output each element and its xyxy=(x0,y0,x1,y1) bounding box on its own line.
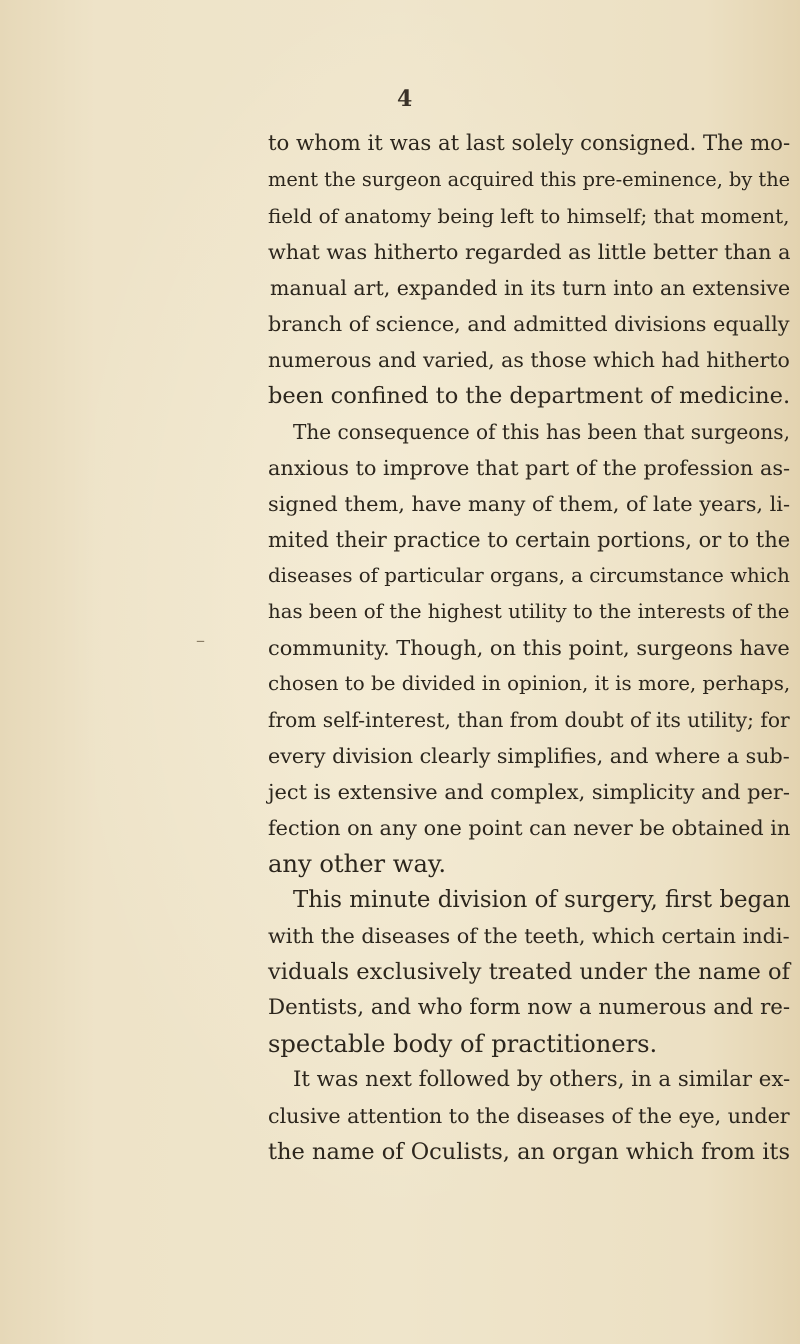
text-line: been confined to the department of medicine. xyxy=(268,383,791,409)
paragraph-start-line: The consequence of this has been that surgeons, xyxy=(293,420,790,444)
text-line: fection on any one point can never be obtained in xyxy=(268,816,791,840)
text-line: spectable body of practitioners. xyxy=(268,1030,658,1058)
text-line: with the diseases of the teeth, which certain indi- xyxy=(268,924,790,948)
text-line: signed them, have many of them, of late years, li- xyxy=(268,492,790,516)
text-line: ment the surgeon acquired this pre-eminence, by the xyxy=(268,168,791,191)
text-line: viduals exclusively treated under the name of xyxy=(268,959,790,985)
paragraph-start-line: It was next followed by others, in a similar ex- xyxy=(293,1067,791,1092)
text-line: chosen to be divided in opinion, it is more, perhaps, xyxy=(268,672,791,695)
text-line: to whom it was at last solely consigned. The mo- xyxy=(268,131,791,156)
text-line: field of anatomy being left to himself; that moment, xyxy=(268,204,790,228)
text-line: numerous and varied, as those which had hitherto xyxy=(268,348,790,372)
text-line: manual art, expanded in its turn into an extensive xyxy=(270,276,791,300)
text-line: anxious to improve that part of the profession as- xyxy=(268,456,791,480)
text-line: mited their practice to certain portions, or to the xyxy=(268,527,791,552)
paragraph-start-line: This minute division of surgery, first began xyxy=(293,887,791,913)
text-line: every division clearly simplifies, and where a sub- xyxy=(268,744,790,768)
text-line: Dentists, and who form now a numerous and re- xyxy=(268,995,791,1020)
margin-dash-mark: – xyxy=(196,630,205,651)
text-line: the name of Oculists, an organ which from its xyxy=(268,1139,791,1165)
text-line: diseases of particular organs, a circumstance which xyxy=(268,564,790,587)
text-line: branch of science, and admitted divisions equally xyxy=(268,312,790,336)
text-line: from self-interest, than from doubt of its utility; for xyxy=(268,708,790,732)
text-line: clusive attention to the diseases of the eye, under xyxy=(268,1104,790,1128)
text-line: has been of the highest utility to the interests of the xyxy=(268,600,790,623)
text-line: ject is extensive and complex, simplicity and per- xyxy=(268,780,790,804)
text-line: what was hitherto regarded as little better than a xyxy=(268,240,791,264)
page-number: 4 xyxy=(397,86,413,112)
text-line: any other way. xyxy=(268,850,447,878)
text-line: community. Though, on this point, surgeons have xyxy=(268,636,790,660)
